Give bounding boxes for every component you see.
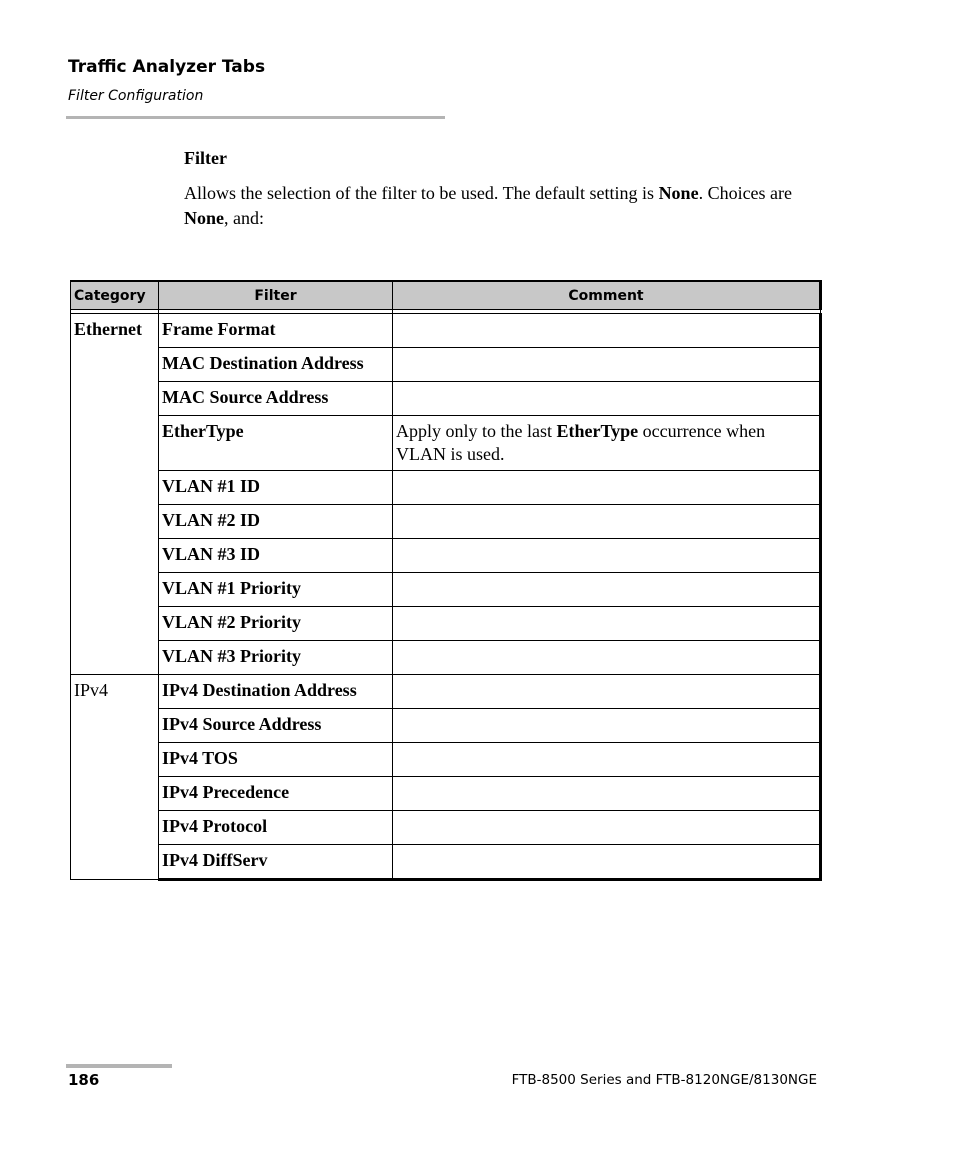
- table-row: [71, 416, 821, 471]
- comment-cell: [393, 416, 821, 471]
- para-text-3: , and:: [224, 208, 264, 228]
- comment-cell: [393, 471, 821, 505]
- table-body: [71, 310, 821, 880]
- table-row: [71, 505, 821, 539]
- column-header-category: Category: [71, 281, 159, 310]
- footer-product-name: FTB-8500 Series and FTB-8120NGE/8130NGE: [511, 1072, 817, 1088]
- comment-cell: [393, 505, 821, 539]
- header-rule: [66, 116, 445, 119]
- table-row: [71, 382, 821, 416]
- comment-cell: [393, 811, 821, 845]
- comment-cell: [393, 348, 821, 382]
- comment-cell: [393, 382, 821, 416]
- para-text-1: Allows the selection of the filter to be used. The default setting is: [184, 183, 659, 203]
- filter-cell: IPv4 TOS: [159, 743, 393, 777]
- table-row: [71, 743, 821, 777]
- table-row: [71, 539, 821, 573]
- column-header-comment: Comment: [393, 281, 821, 310]
- filter-cell: Frame Format: [159, 314, 393, 348]
- comment-bold-text: EtherType: [556, 421, 639, 441]
- comment-cell: [393, 539, 821, 573]
- section-heading: Filter: [184, 148, 227, 168]
- comment-text: occurrence when VLAN is used.: [396, 421, 766, 464]
- table-row: [71, 471, 821, 505]
- filter-cell: EtherType: [159, 416, 393, 471]
- filter-cell: VLAN #2 ID: [159, 505, 393, 539]
- column-header-filter: Filter: [159, 281, 393, 310]
- filter-cell: VLAN #3 Priority: [159, 641, 393, 675]
- page-header-subtitle: Filter Configuration: [68, 88, 204, 104]
- table-row: [71, 348, 821, 382]
- filter-table: [70, 280, 822, 881]
- comment-cell: [393, 314, 821, 348]
- filter-cell: IPv4 Destination Address: [159, 675, 393, 709]
- comment-cell: [393, 573, 821, 607]
- table-row: [71, 573, 821, 607]
- para-bold-none-2: None: [184, 208, 224, 228]
- filter-cell: VLAN #1 ID: [159, 471, 393, 505]
- filter-cell: IPv4 Precedence: [159, 777, 393, 811]
- filter-cell: IPv4 DiffServ: [159, 845, 393, 880]
- table-row: [71, 709, 821, 743]
- filter-cell: MAC Destination Address: [159, 348, 393, 382]
- para-bold-none-1: None: [658, 183, 699, 203]
- footer-rule: [66, 1064, 172, 1068]
- table-row: [71, 777, 821, 811]
- page-number: 186: [68, 1071, 100, 1089]
- page-header-title: Traffic Analyzer Tabs: [68, 57, 266, 77]
- comment-cell: [393, 845, 821, 880]
- comment-cell: [393, 675, 821, 709]
- comment-cell: [393, 777, 821, 811]
- category-cell: IPv4: [71, 675, 159, 880]
- comment-cell: [393, 743, 821, 777]
- filter-cell: IPv4 Protocol: [159, 811, 393, 845]
- category-cell: Ethernet: [71, 314, 159, 675]
- table-row: [71, 641, 821, 675]
- table-row: [71, 607, 821, 641]
- para-text-2: . Choices are: [698, 183, 793, 203]
- filter-cell: VLAN #3 ID: [159, 539, 393, 573]
- section-paragraph: [184, 181, 824, 231]
- table-row: [71, 811, 821, 845]
- filter-cell: VLAN #1 Priority: [159, 573, 393, 607]
- filter-cell: MAC Source Address: [159, 382, 393, 416]
- table-header-row: [71, 281, 821, 310]
- comment-cell: [393, 607, 821, 641]
- comment-cell: [393, 709, 821, 743]
- table-row: [71, 845, 821, 880]
- table-row: [71, 675, 821, 709]
- table-row: [71, 314, 821, 348]
- filter-cell: VLAN #2 Priority: [159, 607, 393, 641]
- comment-text: Apply only to the last: [396, 421, 557, 441]
- filter-cell: IPv4 Source Address: [159, 709, 393, 743]
- comment-cell: [393, 641, 821, 675]
